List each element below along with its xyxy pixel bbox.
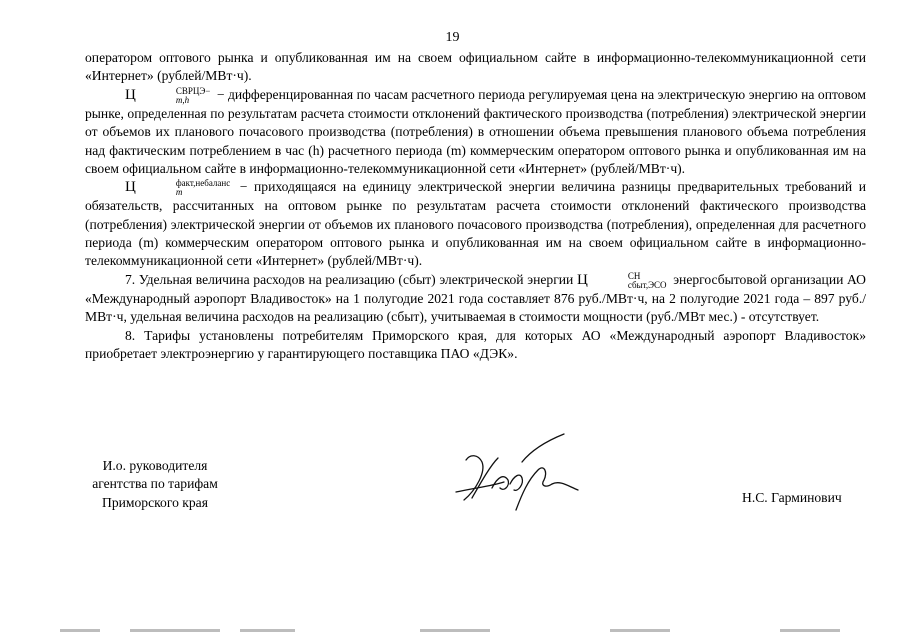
formula-subscript: сбыт,ЭСО [627, 279, 667, 290]
document-body [85, 49, 866, 363]
scan-artifact [240, 629, 295, 632]
paragraph-imbalance-definition [85, 178, 866, 271]
scan-artifact [130, 629, 220, 632]
paragraph-text: 7. Удельная величина расходов на реализацию (сбыт) электрической энергии [125, 271, 577, 287]
scan-artifact [60, 629, 100, 632]
paragraph-text: энергосбытовой организации АО «Международный аэропорт Владивосток» на 1 полугодие 2021 года составляет 876 руб./МВт·ч, на 2 полугодие 2021 года – 897 руб./МВт·ч, удельная величина расходов на реализацию (сбыт), учитываемая в стоимости мощности (руб./МВт мес.) - отсутствует. [85, 271, 867, 325]
signatory-title-line: агентства по тарифам [92, 476, 218, 492]
formula-symbol: Ц [577, 271, 588, 288]
paragraph-text: − приходящаяся на единицу электрической энергии величина разницы предварительных требований и обязательств, рассчитанных на оптовом рынке по результатам расчета стоимости отклонений фактического производства (потребления) электрической энергии от объемов их планового почасового производства (потребления), определенная для расчетного периода (m) коммерческим оператором оптового рынка и опубликованная им на своем официальном сайте в информационно-телекоммуникационной сети «Интернет» (рублей/МВт·ч). [85, 179, 866, 269]
formula-symbol: Ц [125, 86, 136, 103]
handwritten-signature [452, 432, 602, 512]
paragraph-text: − дифференцированная по часам расчетного периода регулируемая цена на электрическую энергию на оптовом рынке, определенная по результатам расчета стоимости отклонений фактического производства (потребления) электрической энергии от объемов их планового почасового производства (потребления) в отношении объема превышения планового объема потребления над фактическим потреблением в час (h) расчетного периода (m) коммерческим оператором оптового рынка и опубликованная им на своем официальном сайте в информационно-телекоммуникационной сети «Интернет» (рублей/МВт·ч). [85, 86, 866, 176]
formula-indices [588, 272, 667, 290]
paragraph-item-7 [85, 271, 866, 327]
scan-artifact [610, 629, 670, 632]
formula-indices [136, 87, 211, 105]
signatory-name: Н.С. Гарминович [742, 490, 842, 505]
formula-superscript: СН [627, 270, 641, 281]
paragraph-continuation: оператором оптового рынка и опубликованная им на своем официальном сайте в информационно-телекоммуникационной сети «Интернет» (рублей/МВт·ч). [85, 50, 866, 84]
signatory-title [80, 457, 230, 512]
scan-artifact [420, 629, 490, 632]
formula-indices [136, 179, 230, 197]
signatory-title-line: Приморского края [102, 494, 208, 510]
paragraph-item-8: 8. Тарифы установлены потребителям Приморского края, для которых АО «Международный аэропорт Владивосток» приобретает электроэнергию у гарантирующего поставщика ПАО «ДЭК». [85, 327, 866, 361]
formula-symbol: Ц [125, 179, 136, 196]
page-number: 19 [445, 30, 460, 45]
formula-subscript: m [175, 187, 183, 198]
formula-subscript: m,h [175, 94, 190, 105]
signatory-title-line: И.о. руководителя [102, 458, 208, 473]
scan-artifact [780, 629, 840, 632]
formula-superscript: факт,небаланс [175, 178, 231, 189]
formula-superscript: СВРЦЭ− [175, 85, 211, 96]
paragraph-svrce-definition [85, 86, 866, 179]
